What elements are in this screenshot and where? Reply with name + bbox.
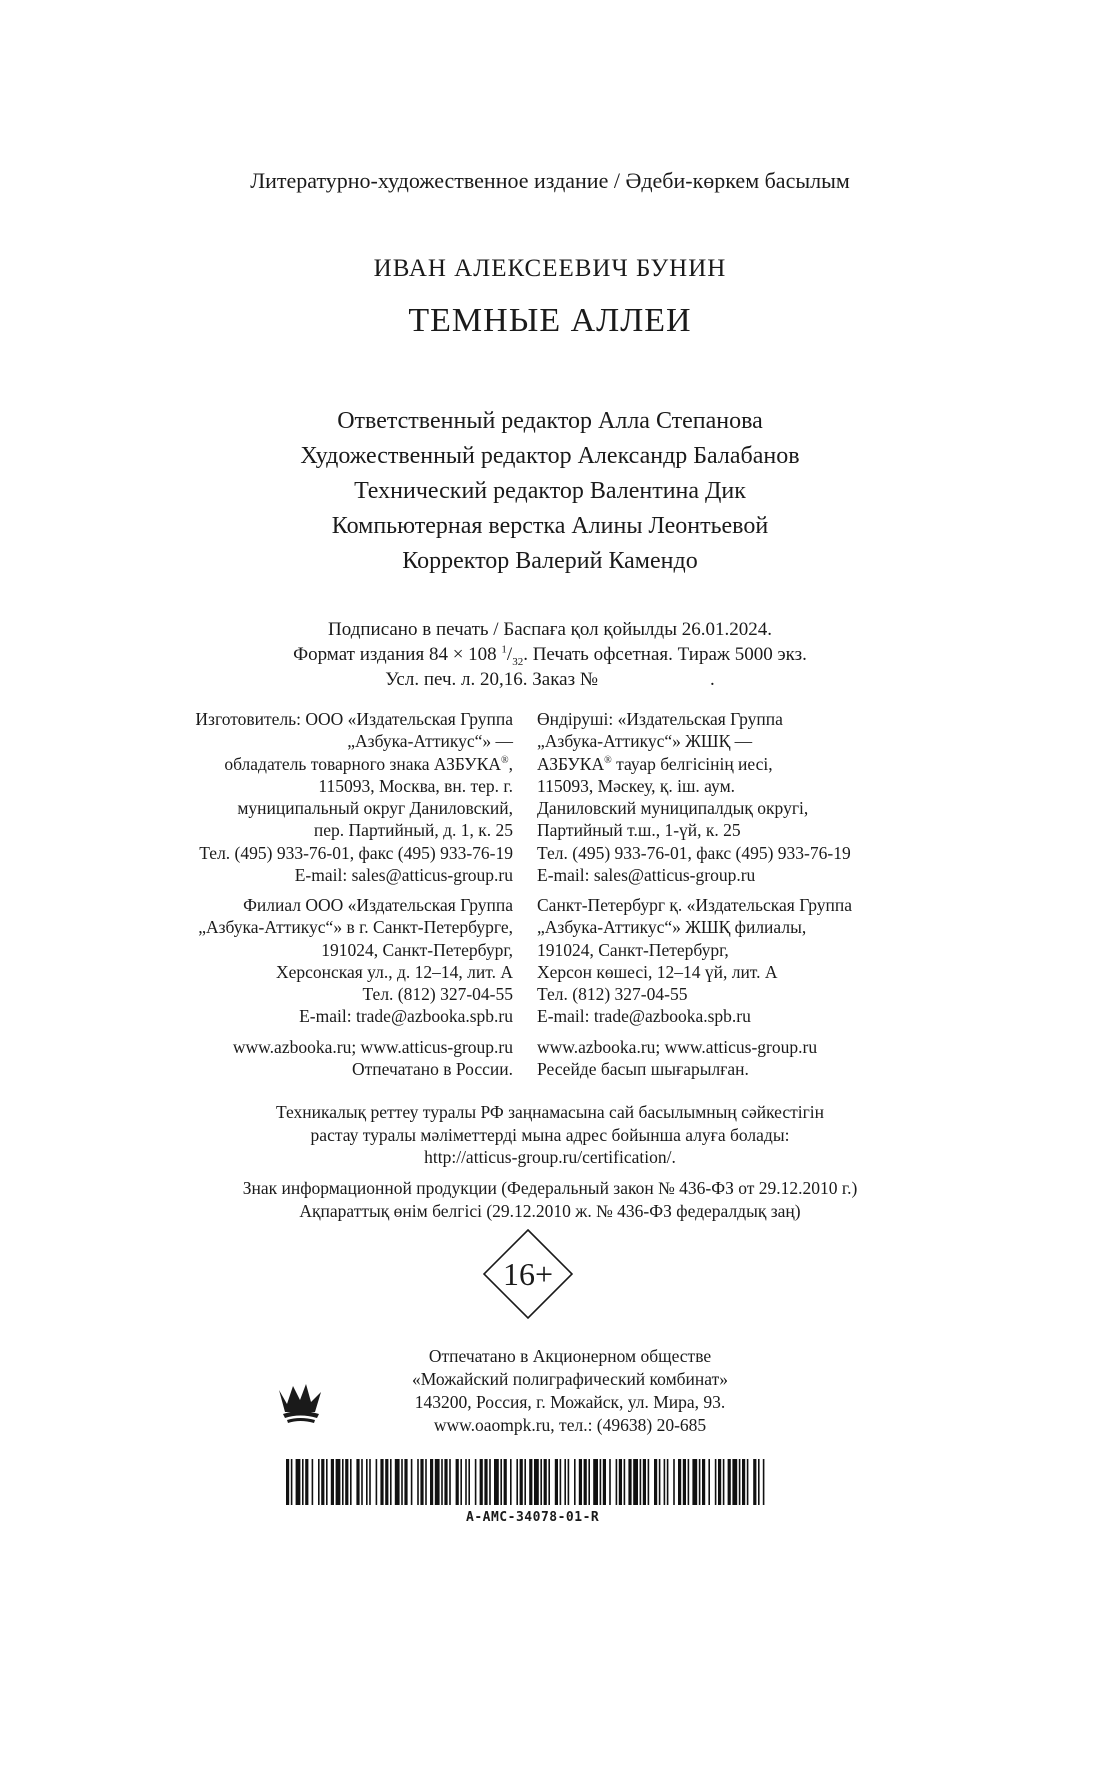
branch-line: Херсон көшесі, 12–14 үй, лит. А	[537, 961, 778, 982]
info-sign-line: Ақпараттық өнім белгісі (29.12.2010 ж. № 436-ФЗ федералдық заң)	[299, 1200, 801, 1221]
trademark-end: тауар белгісінің иесі,	[611, 753, 773, 774]
barcode-bar	[584, 1459, 587, 1505]
barcode-bar	[380, 1459, 383, 1505]
barcode-bar	[456, 1459, 459, 1505]
barcode-bar	[510, 1459, 512, 1505]
barcode-bar	[524, 1459, 526, 1505]
phone-line: Тел. (495) 933-76-01, факс (495) 933-76-19	[199, 842, 513, 863]
barcode-bar	[699, 1459, 701, 1505]
barcode-bar	[494, 1459, 499, 1505]
website-line: www.azbooka.ru; www.atticus-group.ru	[232, 1037, 513, 1057]
registered-mark: ®	[501, 754, 509, 766]
certification-block	[0, 1101, 1100, 1169]
branch-line: 191024, Санкт-Петербург,	[537, 939, 729, 960]
branch-line: Тел. (812) 327-04-55	[537, 984, 688, 1005]
print-info-block	[0, 617, 1100, 692]
publisher-line: „Азбука-Аттикус“» ЖШҚ —	[537, 731, 753, 752]
barcode-bar	[747, 1459, 749, 1505]
format-slash: /	[506, 644, 513, 665]
publisher-line: „Азбука-Аттикус“» —	[347, 731, 513, 752]
address-line: Партийный т.ш., 1-үй, к. 25	[537, 820, 741, 841]
printer-line: www.oaompk.ru, тел.: (49638) 20-685	[433, 1415, 707, 1435]
barcode-bar	[331, 1459, 334, 1505]
barcode-bar	[579, 1459, 582, 1505]
barcode-bar	[568, 1459, 570, 1505]
barcode-bar	[468, 1459, 470, 1505]
barcode-bar	[633, 1459, 638, 1505]
printer-line: 143200, Россия, г. Можайск, ул. Мира, 93.	[414, 1392, 726, 1412]
barcode-bar	[395, 1459, 400, 1505]
barcode-bar	[361, 1459, 363, 1505]
barcode-bar	[648, 1459, 650, 1505]
publisher-kz	[537, 708, 851, 886]
barcode-bar	[678, 1459, 681, 1505]
barcode-bar	[444, 1459, 447, 1505]
phone-line: Тел. (495) 933-76-01, факс (495) 933-76-19	[537, 842, 851, 863]
email-line: E-mail: sales@atticus-group.ru	[537, 865, 756, 886]
barcode-bar	[420, 1459, 423, 1505]
barcode-bar	[430, 1459, 433, 1505]
certification-url: http://atticus-group.ru/certification/.	[424, 1147, 676, 1167]
branch-line: „Азбука-Аттикус“» в г. Санкт-Петербурге,	[198, 917, 513, 938]
barcode-bar	[654, 1459, 657, 1505]
barcode-bar	[312, 1459, 314, 1505]
barcode-bar	[609, 1459, 611, 1505]
publisher-line: Өндіруші: «Издательская Группа	[537, 709, 783, 729]
barcode-bar	[619, 1459, 622, 1505]
barcode-bar	[449, 1459, 451, 1505]
barcode-bar	[500, 1459, 502, 1505]
barcode-bar	[425, 1459, 427, 1505]
barcode-label: A-AMC-34078-01-R	[466, 1510, 600, 1525]
address-line: муниципальный округ Даниловский,	[237, 798, 513, 819]
barcode-bar	[753, 1459, 756, 1505]
format-numerator: 1	[501, 643, 507, 656]
barcode-bar	[683, 1459, 686, 1505]
barcode-bar	[763, 1459, 765, 1505]
address-line: Даниловский муниципалдық округі,	[537, 798, 809, 819]
publisher-line: Изготовитель: ООО «Издательская Группа	[195, 709, 513, 729]
barcode-bar	[702, 1459, 705, 1505]
barcode-bar	[520, 1459, 523, 1505]
barcode-bar	[480, 1459, 483, 1505]
barcode-bar	[732, 1459, 737, 1505]
barcode-bar	[708, 1459, 710, 1505]
publisher-ru	[195, 708, 513, 886]
barcode-bar	[435, 1459, 440, 1505]
branch-line: 191024, Санкт-Петербург,	[321, 939, 513, 960]
format-suffix: . Печать офсетная. Тираж 5000 экз.	[523, 644, 807, 665]
address-line: 115093, Москва, вн. тер. г.	[318, 775, 513, 796]
barcode-bar	[664, 1459, 666, 1505]
barcode-bar	[555, 1459, 558, 1505]
barcode-bar	[369, 1459, 371, 1505]
barcode-bar	[548, 1459, 550, 1505]
barcode-bar	[673, 1459, 675, 1505]
barcode-bar	[441, 1459, 443, 1505]
barcode-bar	[588, 1459, 590, 1505]
credit-line: Художественный редактор Александр Балабанов	[300, 443, 800, 469]
email-line: E-mail: sales@atticus-group.ru	[294, 865, 513, 886]
credit-line: Компьютерная верстка Алины Леонтьевой	[331, 513, 769, 539]
barcode-bar	[401, 1459, 403, 1505]
trademark-line	[537, 753, 851, 775]
credit-line: Технический редактор Валентина Дик	[354, 478, 746, 504]
barcode-bar	[544, 1459, 547, 1505]
barcode-bar	[366, 1459, 368, 1505]
barcode-bar	[529, 1459, 532, 1505]
barcode-bar	[336, 1459, 341, 1505]
printer-line: Отпечатано в Акционерном обществе	[428, 1346, 712, 1366]
format-prefix: Формат издания 84 × 108	[293, 644, 502, 665]
barcode-bar	[600, 1459, 602, 1505]
format-line	[0, 642, 1100, 667]
book-title: ТЕМНЫЕ АЛЛЕИ	[408, 302, 692, 339]
barcode-bar	[342, 1459, 344, 1505]
barcode-bar	[286, 1459, 289, 1505]
barcode-bar	[404, 1459, 407, 1505]
certification-line: растау туралы мәліметтерді мына адрес бойынша алуға болады:	[310, 1124, 790, 1145]
info-sign-block	[0, 1177, 1100, 1222]
barcode-bar	[758, 1459, 760, 1505]
sheets-text: Усл. печ. л. 20,16. Заказ №	[385, 669, 598, 690]
branch-line: Санкт-Петербург қ. «Издательская Группа	[537, 895, 852, 915]
barcode-bar	[376, 1459, 378, 1505]
age-rating-text: 16+	[502, 1256, 554, 1292]
barcode-bar	[624, 1459, 626, 1505]
barcode-bar	[345, 1459, 348, 1505]
barcode-bar	[723, 1459, 725, 1505]
address-line: 115093, Мәскеу, қ. іш. аум.	[537, 775, 736, 796]
barcode-bar	[593, 1459, 598, 1505]
trademark-line	[195, 753, 513, 775]
barcode-bar	[534, 1459, 539, 1505]
barcode-bar	[574, 1459, 576, 1505]
format-denominator: 32	[512, 655, 524, 668]
barcode-bar	[356, 1459, 359, 1505]
branch-ru	[198, 894, 513, 1028]
barcode-bar	[484, 1459, 487, 1505]
barcode-bar	[659, 1459, 661, 1505]
barcode-bar	[385, 1459, 388, 1505]
barcode-bar	[390, 1459, 392, 1505]
barcode-bar	[291, 1459, 293, 1505]
branch-line: „Азбука-Аттикус“» ЖШҚ филиалы,	[537, 917, 807, 938]
age-rating-badge	[483, 1229, 573, 1319]
barcode-bar	[489, 1459, 491, 1505]
printed-in-line: Ресейде басып шығарылған.	[537, 1059, 749, 1080]
address-line: пер. Партийный, д. 1, к. 25	[313, 820, 513, 841]
info-sign-line: Знак информационной продукции (Федеральный закон № 436-ФЗ от 29.12.2010 г.)	[242, 1178, 858, 1198]
sheets-end: .	[709, 669, 715, 690]
trademark-text: обладатель товарного знака АЗБУКА	[224, 753, 502, 774]
barcode-bar	[350, 1459, 352, 1505]
barcode-bar	[667, 1459, 669, 1505]
branch-kz	[537, 894, 852, 1028]
barcode-bar	[296, 1459, 301, 1505]
barcode-bar	[318, 1459, 320, 1505]
barcode-bar	[516, 1459, 518, 1505]
barcode-bar	[715, 1459, 717, 1505]
barcode-bar	[564, 1459, 566, 1505]
printer-line: «Можайский полиграфический комбинат»	[412, 1369, 728, 1389]
printer-block	[20, 1345, 1100, 1437]
barcode-bar	[305, 1459, 308, 1505]
branch-line: E-mail: trade@azbooka.spb.ru	[299, 1006, 513, 1027]
barcode-bar	[417, 1459, 419, 1505]
barcode-bar	[692, 1459, 697, 1505]
barcode-bar	[718, 1459, 721, 1505]
web-kz	[537, 1036, 817, 1081]
barcode-bar	[411, 1459, 413, 1505]
barcode-bar	[688, 1459, 690, 1505]
trademark-text: АЗБУКА	[537, 753, 605, 774]
barcode-bar	[540, 1459, 542, 1505]
sheets-line	[0, 667, 1100, 692]
signed-date: Подписано в печать / Баспаға қол қойылды 26.01.2024.	[328, 619, 772, 640]
barcode	[286, 1459, 766, 1505]
branch-line: Филиал ООО «Издательская Группа	[243, 895, 513, 915]
barcode-bar	[739, 1459, 741, 1505]
barcode-bar	[742, 1459, 745, 1505]
credit-line: Корректор Валерий Камендо	[402, 548, 698, 574]
barcode-bar	[643, 1459, 646, 1505]
barcode-bar	[326, 1459, 328, 1505]
certification-line: Техникалық реттеу туралы РФ заңнамасына сай басылымның сәйкестігін	[275, 1102, 825, 1122]
barcode-bar	[460, 1459, 462, 1505]
barcode-bar	[475, 1459, 477, 1505]
barcode-bar	[560, 1459, 562, 1505]
author-name: ИВАН АЛЕКСЕЕВИЧ БУНИН	[373, 255, 727, 282]
barcode-bar	[728, 1459, 731, 1505]
printed-in-line: Отпечатано в России.	[352, 1059, 513, 1080]
credits-block	[0, 404, 1100, 579]
credit-line: Ответственный редактор Алла Степанова	[337, 408, 763, 434]
barcode-bar	[640, 1459, 642, 1505]
trademark-end: ,	[508, 753, 513, 774]
web-ru	[233, 1036, 513, 1081]
barcode-bar	[321, 1459, 324, 1505]
barcode-bar	[465, 1459, 467, 1505]
barcode-bar	[504, 1459, 507, 1505]
barcode-bar	[616, 1459, 618, 1505]
barcode-bar	[302, 1459, 304, 1505]
branch-line: Херсонская ул., д. 12–14, лит. А	[275, 961, 513, 982]
barcode-bar	[628, 1459, 631, 1505]
edition-type: Литературно-художественное издание / Әдеби-көркем басылым	[250, 168, 850, 193]
branch-line: Тел. (812) 327-04-55	[362, 984, 513, 1005]
registered-mark: ®	[604, 754, 612, 766]
website-line: www.azbooka.ru; www.atticus-group.ru	[537, 1037, 818, 1057]
barcode-bar	[603, 1459, 606, 1505]
branch-line: E-mail: trade@azbooka.spb.ru	[537, 1006, 751, 1027]
